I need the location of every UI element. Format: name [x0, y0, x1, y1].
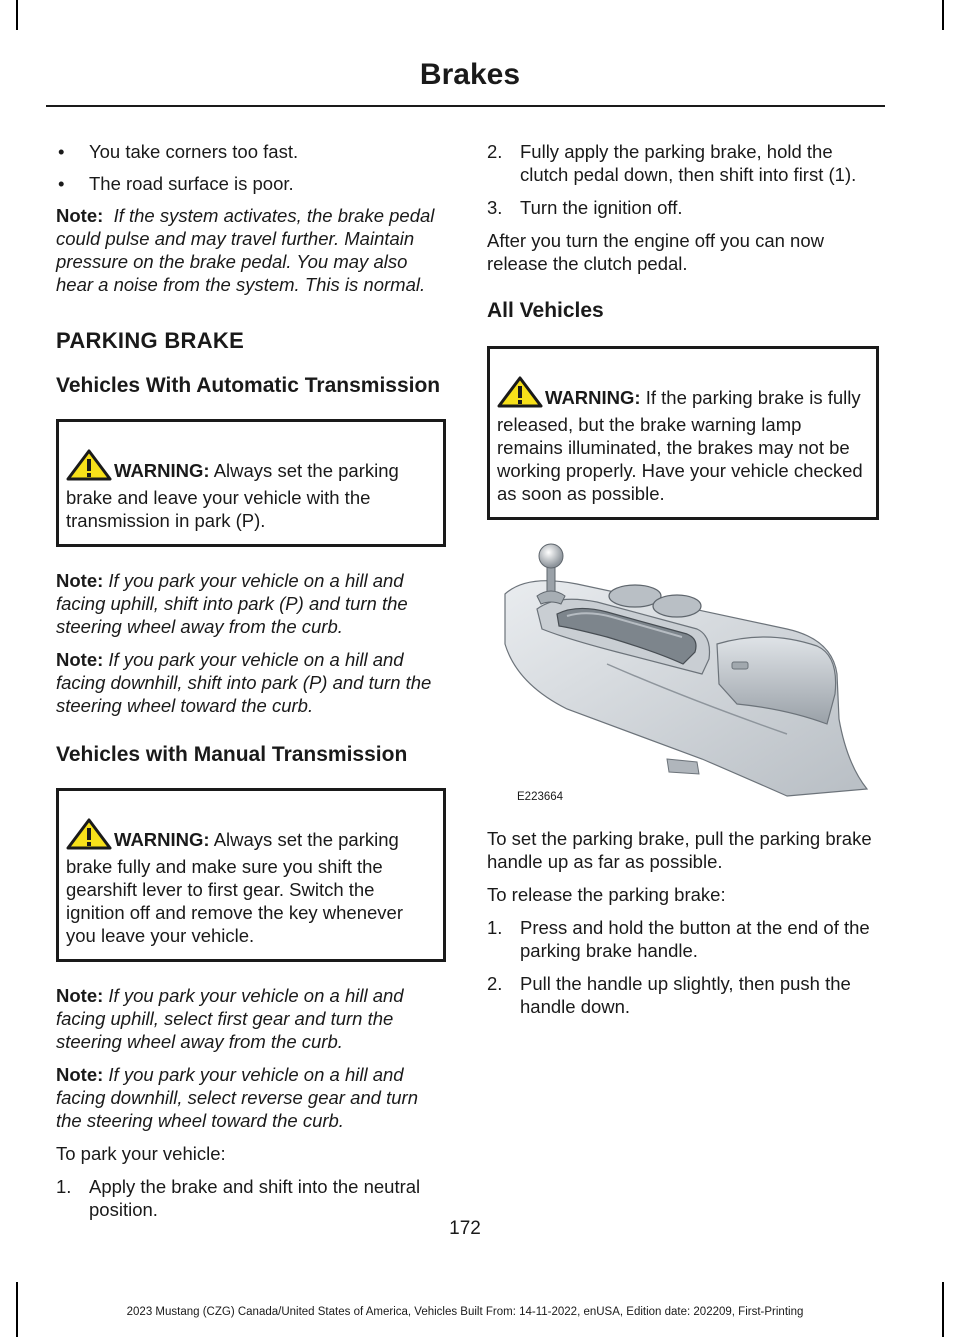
note-uphill-automatic: Note: If you park your vehicle on a hill and facing uphill, shift into park (P) and turn the steering wheel away from the curb.	[56, 570, 408, 637]
figure-code: E223664	[517, 791, 564, 803]
heading-manual-transmission: Vehicles with Manual Transmission	[56, 743, 408, 766]
footer-edition-info: 2023 Mustang (CZG) Canada/United States of America, Vehicles Built From: 14-11-2022, enUSA, Edition date: 202209, First-Printing	[126, 1306, 804, 1318]
heading-automatic-transmission: Vehicles With Automatic Transmission	[56, 374, 441, 397]
release-intro: To release the parking brake:	[487, 884, 726, 905]
step-item: 2. Fully apply the parking brake, hold the clutch pedal down, then shift into first (1).	[487, 141, 857, 185]
left-column	[56, 140, 446, 1231]
center-console-image	[487, 534, 879, 809]
note-uphill-manual: Note: If you park your vehicle on a hill and facing uphill, select first gear and turn the steering wheel away from the curb.	[56, 985, 404, 1052]
page-title: Brakes	[419, 58, 520, 91]
note-downhill-automatic: Note: If you park your vehicle on a hill and facing downhill, shift into park (P) and turn the steering wheel toward the curb.	[56, 649, 432, 716]
warning-box-all-vehicles: WARNING: If the parking brake is fully released, but the brake warning lamp remains illuminated, the brakes may not be working properly. Have your vehicle checked as soon as possible.	[487, 346, 879, 520]
warning-box-manual: WARNING: Always set the parking brake fully and make sure you shift the gearshift lever to first gear. Switch the ignition off and remove the key whenever you leave your vehicle.	[56, 788, 446, 962]
note-system-activates: Note: If the system activates, the brake pedal could pulse and may travel further. Maintain pressure on the brake pedal. You may also hear a noise from the system. This is normal.	[56, 205, 435, 295]
crop-mark-top-right	[942, 0, 944, 30]
crop-mark-bottom-right	[942, 1282, 944, 1337]
header-rule	[46, 105, 885, 107]
warning-triangle-icon	[66, 449, 112, 486]
warning-triangle-icon	[66, 818, 112, 855]
warning-triangle-icon	[497, 376, 543, 413]
step-item: 3. Turn the ignition off.	[487, 197, 683, 218]
step-item: 1. Apply the brake and shift into the neutral position.	[56, 1176, 421, 1220]
heading-all-vehicles: All Vehicles	[487, 299, 604, 322]
set-parking-brake-text: To set the parking brake, pull the parking brake handle up as far as possible.	[487, 828, 872, 872]
park-intro: To park your vehicle:	[56, 1143, 226, 1164]
bullet-mark: •	[58, 141, 65, 162]
bullet-item: • The road surface is poor.	[58, 173, 294, 194]
bullet-item: • You take corners too fast.	[58, 141, 299, 162]
bullet-mark: •	[58, 173, 65, 194]
parking-brake-console-illustration	[487, 534, 879, 809]
page-number: 172	[449, 1218, 481, 1239]
warning-box-automatic: WARNING: Always set the parking brake and leave your vehicle with the transmission in park (P).	[56, 419, 446, 547]
note-downhill-manual: Note: If you park your vehicle on a hill and facing downhill, select reverse gear and turn the steering wheel toward the curb.	[56, 1064, 418, 1131]
section-title: PARKING BRAKE	[56, 328, 245, 353]
after-engine-off-text: After you turn the engine off you can now release the clutch pedal.	[487, 230, 824, 274]
crop-mark-top-left	[16, 0, 18, 30]
right-column	[487, 140, 879, 1028]
release-step-item: 1. Press and hold the button at the end of the parking brake handle.	[487, 917, 870, 961]
release-step-item: 2. Pull the handle up slightly, then push the handle down.	[487, 973, 851, 1017]
